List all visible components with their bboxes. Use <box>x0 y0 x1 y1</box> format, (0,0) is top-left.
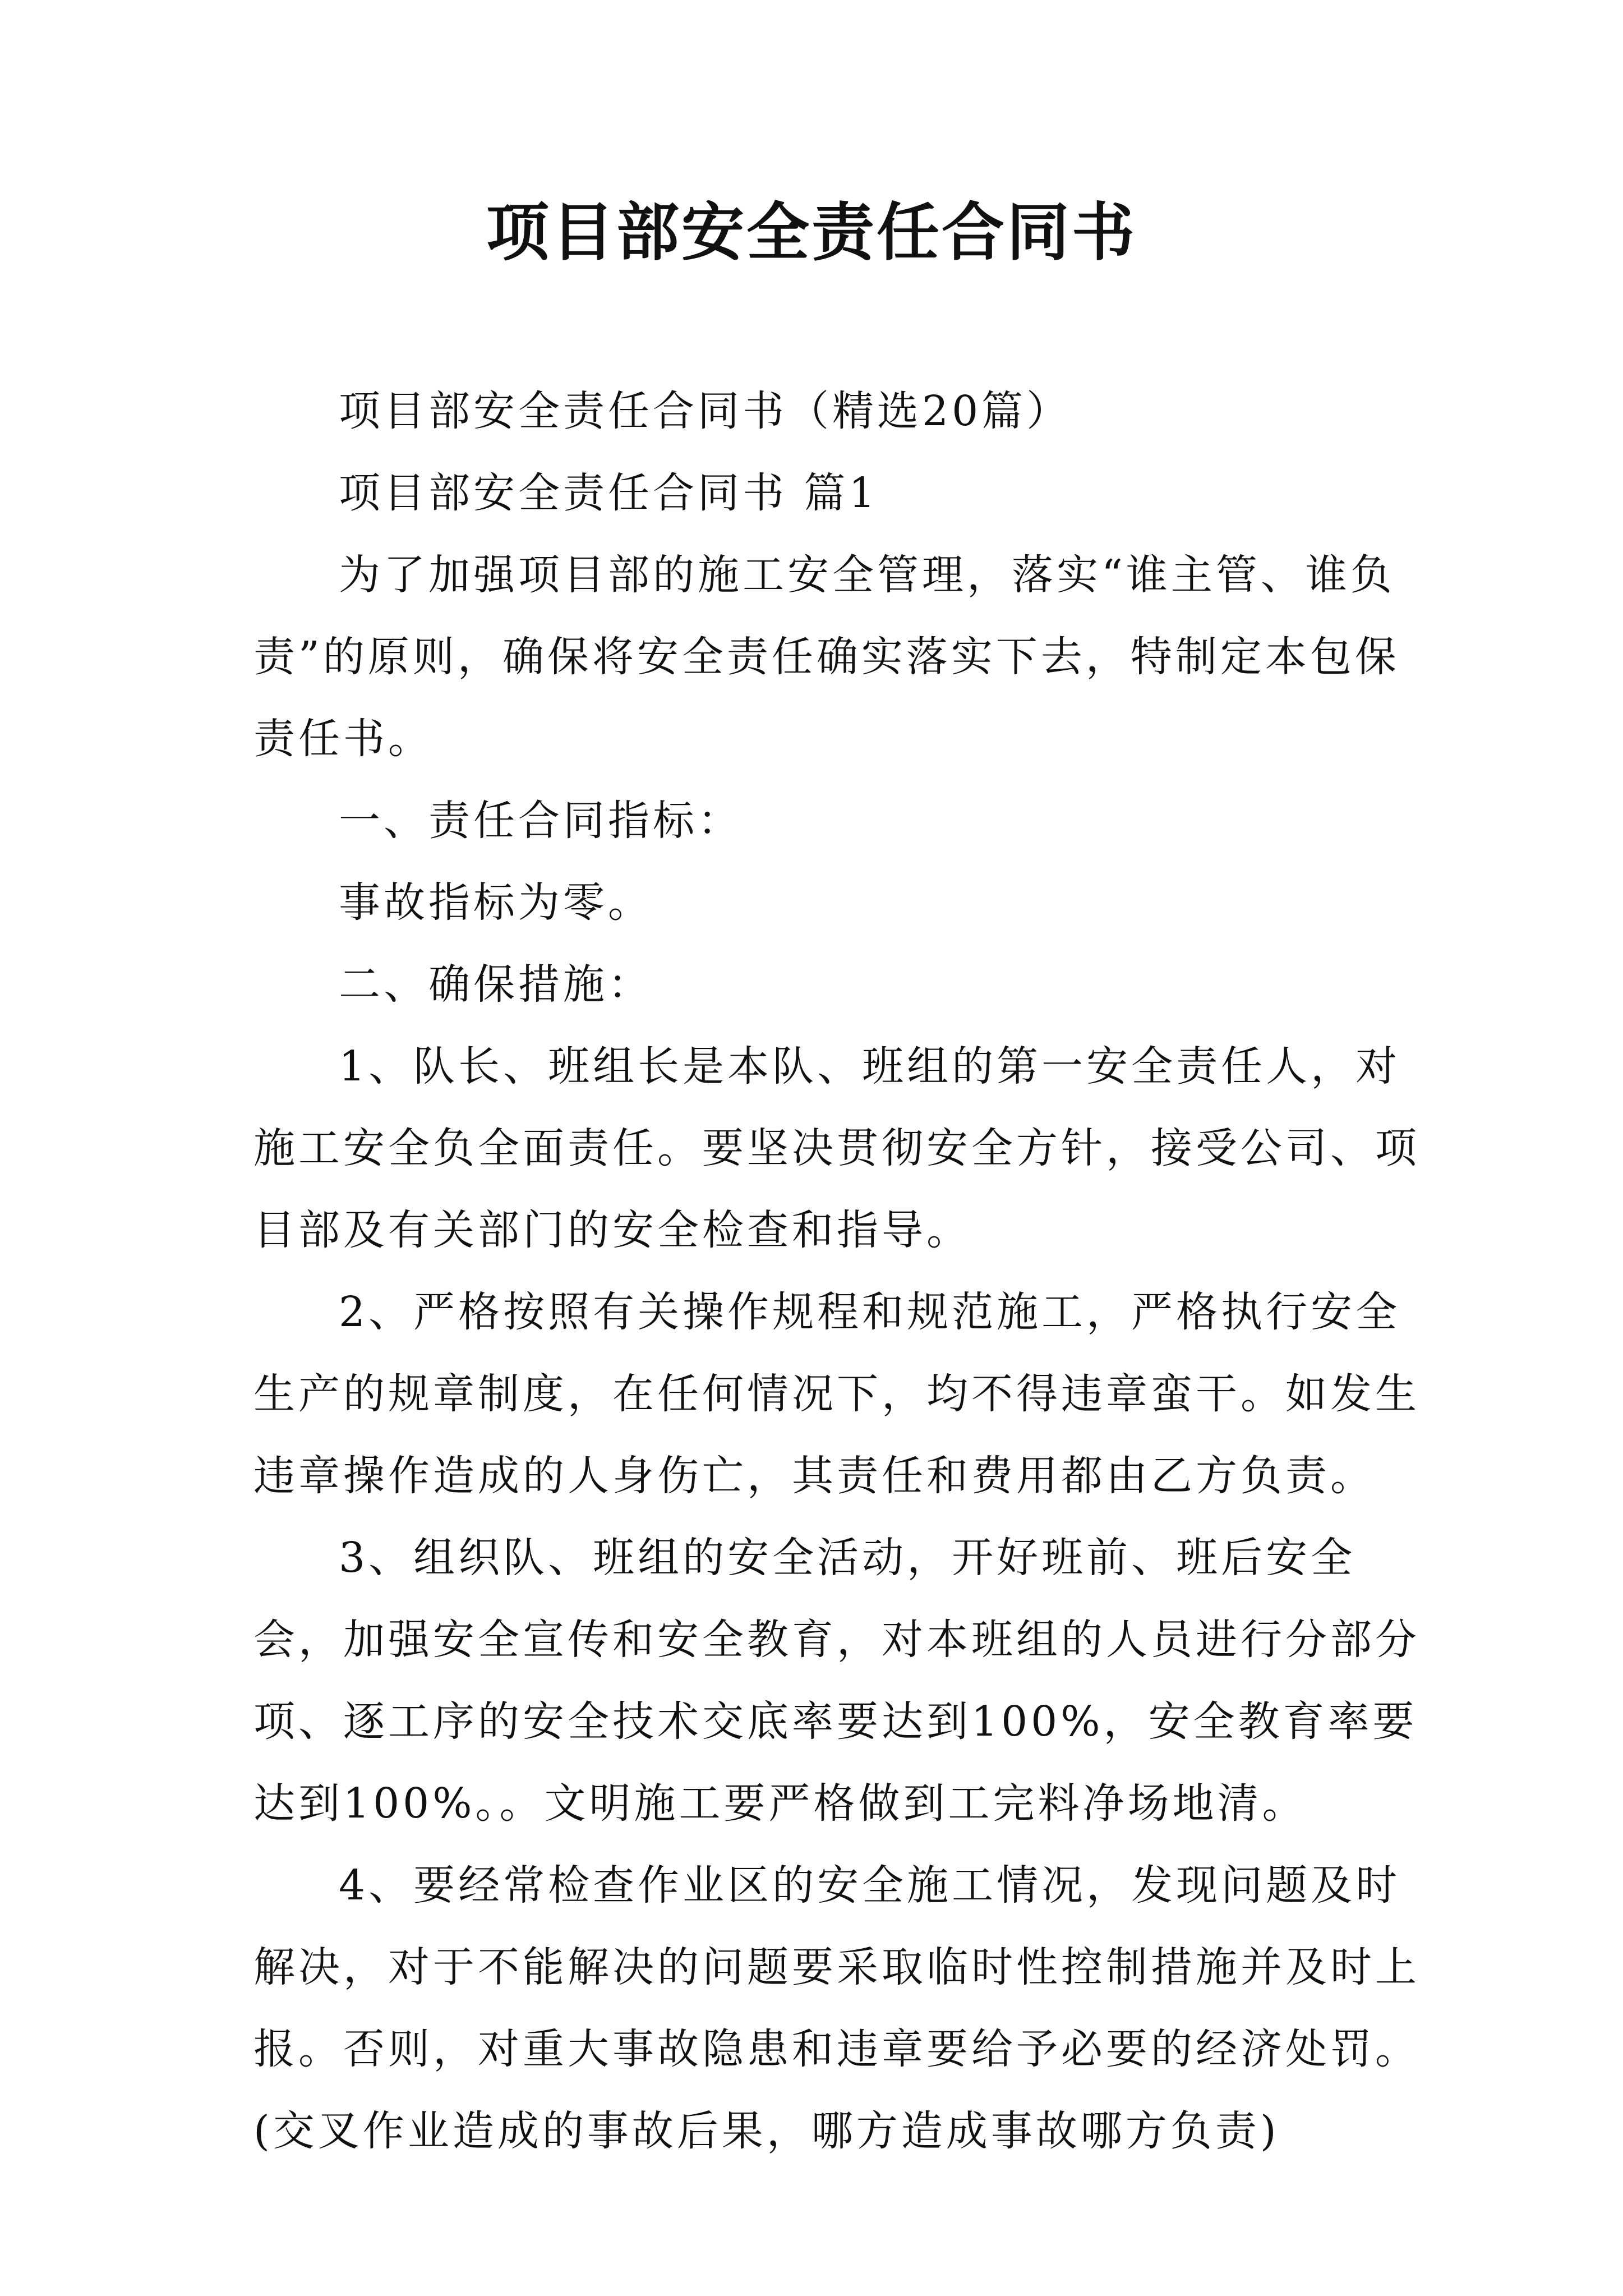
section-heading: 项目部安全责任合同书 篇1 <box>339 469 879 517</box>
document-body <box>253 370 1426 2172</box>
contract-target-text: 事故指标为零。 <box>339 878 653 927</box>
measure-item-2: 2、严格按照有关操作规程和规范施工，严格执行安全生产的规章制度，在任何情况下，均不得违章蛮干。如发生违章操作造成的人身伤亡，其责任和费用都由乙方负责。 <box>253 1288 1420 1500</box>
contract-target-heading: 一、责任合同指标： <box>339 797 743 845</box>
measure-item-4: 4、要经常检查作业区的安全施工情况，发现问题及时解决，对于不能解决的问题要采取临时性控制措施并及时上报。否则，对重大事故隐患和违章要给予必要的经济处罚。(交叉作业造成的事故后果，哪方造成事故哪方负责) <box>253 1861 1420 2155</box>
subtitle-paragraph: 项目部安全责任合同书（精选20篇） <box>339 387 1072 435</box>
measure-item-3: 3、组织队、班组的安全活动，开好班前、班后安全会，加强安全宣传和安全教育，对本班组的人员进行分部分项、逐工序的安全技术交底率要达到100%，安全教育率要达到100%。。文明施工要严格做到工完料净场地清。 <box>253 1534 1420 1828</box>
document-title: 项目部安全责任合同书 <box>486 196 1137 269</box>
measure-item-1: 1、队长、班组长是本队、班组的第一安全责任人，对施工安全负全面责任。要坚决贯彻安全方针，接受公司、项目部及有关部门的安全检查和指导。 <box>253 1042 1420 1254</box>
measures-heading: 二、确保措施： <box>339 960 653 1009</box>
intro-paragraph: 为了加强项目部的施工安全管理，落实“谁主管、谁负责”的原则，确保将安全责任确实落实下去，特制定本包保责任书。 <box>253 551 1400 763</box>
